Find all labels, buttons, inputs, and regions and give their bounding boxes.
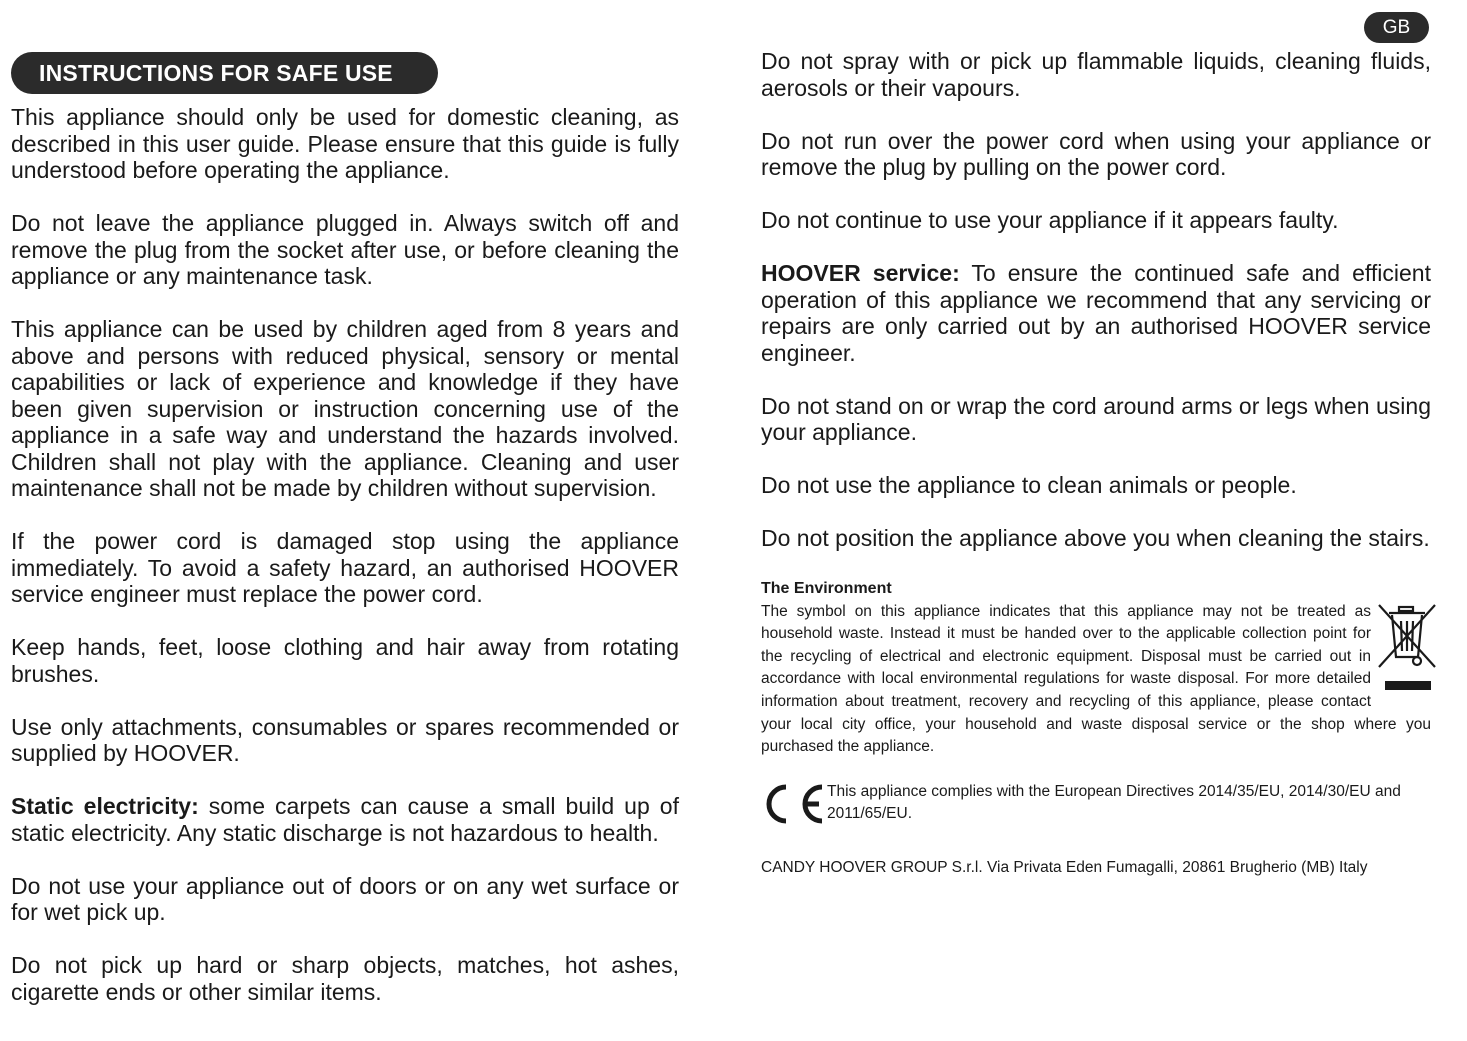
paragraph-static-electricity [11, 793, 679, 846]
paragraph-animals-people: Do not use the appliance to clean animals or people. [761, 472, 1297, 498]
section-title: INSTRUCTIONS FOR SAFE USE [11, 52, 438, 94]
paragraph-domestic-use: This appliance should only be used for domestic cleaning, as described in this user guide. Please ensure that this guide is fully understood before operating the appliance. [11, 104, 679, 183]
paragraph-wet-surface: Do not use your appliance out of doors or on any wet surface or for wet pick up. [11, 872, 679, 925]
ce-compliance [761, 781, 1431, 831]
right-column [761, 48, 1431, 879]
paragraph-power-cord-damage: If the power cord is damaged stop using the appliance immediately. To avoid a safety hazard, an authorised HOOVER service engineer must replace the power cord. [11, 528, 679, 607]
paragraph-rotating-brushes: Keep hands, feet, loose clothing and hair away from rotating brushes. [11, 634, 679, 687]
environment-text: The symbol on this appliance indicates that this appliance may not be treated as household waste. Instead it must be handed over to the applicable collection point for the recycling of electrical and electronic equipment. Disposal must be carried out in accordance with local environmental regulations for waste disposal. For more detailed information about treatment, recovery and recycling of this appliance, please contact your local city office, your household and waste disposal service or the shop where you purchased the appliance. [761, 602, 1431, 756]
compliance-text: This appliance complies with the European Directives 2014/35/EU, 2014/30/EU and 2011/65/EU. [827, 782, 1401, 823]
paragraph-cord-wrap: Do not stand on or wrap the cord around arms or legs when using your appliance. [761, 392, 1431, 445]
hoover-service-text: To ensure the continued safe and efficient operation of this appliance we recommend that any servicing or repairs are only carried out by an authorised HOOVER service engineer. [761, 260, 1431, 366]
paragraph-stairs: Do not position the appliance above you when cleaning the stairs. [761, 525, 1430, 551]
paragraph-children: This appliance can be used by children aged from 8 years and above and persons with reduced physical, sensory or mental capabilities or lack of experience and knowledge if they have been given supervision or instruction concerning use of the appliance in a safe way and understand the hazards involved. Children shall not play with the appliance. Cleaning and user maintenance shall not be made by children without supervision. [11, 316, 679, 501]
company-address: CANDY HOOVER GROUP S.r.l. Via Privata Eden Fumagalli, 20861 Brugherio (MB) Italy [761, 858, 1368, 876]
environment-section [761, 578, 1431, 759]
left-column [11, 104, 679, 1032]
paragraph-faulty: Do not continue to use your appliance if it appears faulty. [761, 207, 1339, 233]
weee-crossed-bin-icon [1377, 601, 1437, 695]
paragraph-power-cord-run-over: Do not run over the power cord when using your appliance or remove the plug by pulling on the power cord. [761, 127, 1431, 180]
environment-title: The Environment [761, 580, 892, 597]
paragraph-flammable-liquids: Do not spray with or pick up flammable liquids, cleaning fluids, aerosols or their vapours. [761, 48, 1431, 101]
ce-mark-icon [761, 781, 825, 827]
language-badge: GB [1364, 12, 1429, 43]
hoover-service-label: HOOVER service: [761, 260, 960, 286]
paragraph-sharp-objects: Do not pick up hard or sharp objects, matches, hot ashes, cigarette ends or other similar items. [11, 952, 679, 1005]
static-electricity-label: Static electricity: [11, 793, 199, 819]
static-electricity-text: some carpets can cause a small build up of static electricity. Any static discharge is not hazardous to health. [11, 793, 679, 846]
paragraph-hoover-service [761, 260, 1431, 366]
paragraph-attachments: Use only attachments, consumables or spares recommended or supplied by HOOVER. [11, 713, 679, 766]
paragraph-unplug: Do not leave the appliance plugged in. Always switch off and remove the plug from the socket after use, or before cleaning the appliance or any maintenance task. [11, 210, 679, 289]
